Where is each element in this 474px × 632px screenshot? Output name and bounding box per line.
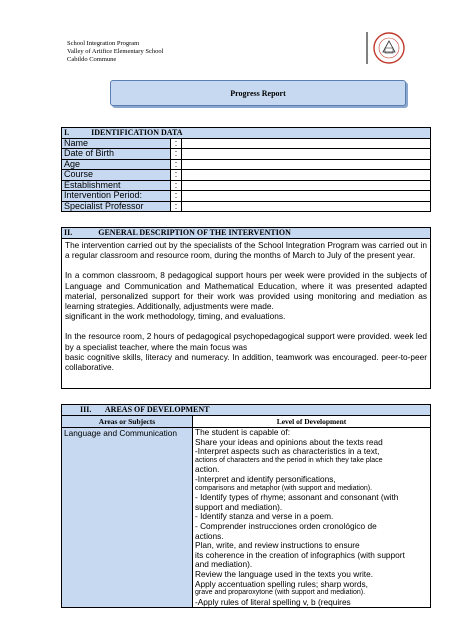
level-line: Plan, write, and review instructions to ensure — [195, 540, 360, 551]
field-label-dob: Date of Birth — [62, 149, 171, 160]
field-value-establishment[interactable] — [182, 180, 431, 191]
level-line: - Comprender instrucciones orden cronológico de — [195, 520, 377, 531]
id-row-establishment — [62, 180, 431, 191]
description-paragraph-2-cont: significant in the work methodology, timing, and evaluations. — [65, 311, 286, 322]
level-line: Apply accentuation spelling rules; sharp words, — [195, 578, 368, 589]
header-line-school: Valley of Artifice Elementary School — [67, 48, 164, 55]
section-1-title: IDENTIFICATION DATA — [91, 128, 183, 137]
field-label-age: Age — [62, 159, 171, 170]
col-header-level: Level of Development — [193, 416, 431, 428]
id-row-course — [62, 170, 431, 181]
field-colon: : — [171, 180, 182, 191]
level-line: and mediation). — [195, 559, 253, 570]
level-line: -Interpret aspects such as characteristics in a text, — [195, 446, 380, 457]
id-row-specialist — [62, 201, 431, 212]
level-line: support and mediation). — [195, 501, 283, 512]
areas-table — [61, 404, 431, 608]
level-line: Share your ideas and opinions about the texts read — [195, 436, 383, 447]
section-3-number: III. — [80, 405, 92, 414]
level-line: - Identify types of rhyme; assonant and consonant (with — [195, 492, 399, 503]
field-value-course[interactable] — [182, 170, 431, 181]
section-2-title: GENERAL DESCRIPTION OF THE INTERVENTION — [98, 228, 291, 237]
description-paragraph-1: The intervention carried out by the specialists of the School Integration Program was carried out in a regular classroom and resource room, during the months of March to July of the present year. — [65, 240, 427, 261]
header-line-commune: Cabildo Commune — [67, 56, 117, 63]
level-line: its coherence in the creation of infographics (with support — [195, 549, 405, 560]
section-1-header — [62, 128, 431, 139]
header-line-program: School Integration Program — [67, 40, 140, 47]
id-row-age — [62, 159, 431, 170]
level-line: actions of characters and the period in which they take place — [195, 456, 383, 464]
level-line: actions. — [195, 530, 224, 541]
level-line: -Interpret and identify personifications, — [195, 473, 336, 484]
field-value-age[interactable] — [182, 159, 431, 170]
section-3-title: AREAS OF DEVELOPMENT — [104, 405, 210, 414]
field-colon: : — [171, 138, 182, 149]
level-of-development-cell — [193, 428, 431, 608]
field-value-specialist[interactable] — [182, 201, 431, 212]
level-line: - Identify stanza and verse in a poem. — [195, 511, 334, 522]
section-2-header — [61, 227, 431, 239]
field-colon: : — [171, 201, 182, 212]
subject-cell: Language and Communication — [62, 428, 193, 608]
school-logo — [366, 28, 410, 68]
id-row-period — [62, 191, 431, 202]
field-colon: : — [171, 170, 182, 181]
field-value-name[interactable] — [182, 138, 431, 149]
level-line: -Apply rules of literal spelling v, b (requires — [195, 596, 351, 607]
areas-column-headers — [62, 416, 431, 428]
col-header-areas: Areas or Subjects — [62, 416, 193, 428]
description-paragraph-2: In a common classroom, 8 pedagogical support hours per week were provided in the subjects of Language and Communication and Mathematical Education, where it was presented adapted material, personalized support for their work was provided using monitoring and mediation as learning strategies. Additionally, adjustments were made. — [65, 270, 427, 312]
description-paragraph-3: In the resource room, 2 hours of pedagogical psychopedagogical support were provided. week led by a specialist teacher, where the main focus was — [65, 331, 427, 352]
section-2-number: II. — [64, 228, 73, 237]
school-header — [67, 40, 163, 64]
report-title: Progress Report — [230, 88, 286, 98]
id-row-dob — [62, 149, 431, 160]
field-label-period: Intervention Period: — [62, 191, 171, 202]
level-line: grave and proparoxytone (with support and mediation). — [195, 589, 366, 597]
field-label-name: Name — [62, 138, 171, 149]
field-colon: : — [171, 159, 182, 170]
level-line: action. — [195, 464, 220, 475]
description-paragraph-3-cont: basic cognitive skills, literacy and numeracy. In addition, teamwork was encouraged. peer-to-peer collaborative. — [65, 351, 427, 373]
section-2-body — [61, 239, 431, 389]
report-title-box — [110, 80, 406, 106]
field-value-period[interactable] — [182, 191, 431, 202]
field-colon: : — [171, 149, 182, 160]
section-3-header — [62, 405, 431, 416]
level-line: Review the language used in the texts you write. — [195, 568, 374, 579]
table-row — [62, 428, 431, 608]
general-description-section — [61, 227, 431, 389]
field-label-establishment: Establishment — [62, 180, 171, 191]
field-label-specialist: Specialist Professor — [62, 201, 171, 212]
field-label-course: Course — [62, 170, 171, 181]
level-line: The student is capable of: — [195, 427, 291, 437]
section-1-number: I. — [64, 128, 70, 137]
identification-table — [61, 127, 431, 212]
field-colon: : — [171, 191, 182, 202]
field-value-dob[interactable] — [182, 149, 431, 160]
id-row-name — [62, 138, 431, 149]
level-line: comparisons and metaphor (with support and mediation). — [195, 484, 373, 492]
